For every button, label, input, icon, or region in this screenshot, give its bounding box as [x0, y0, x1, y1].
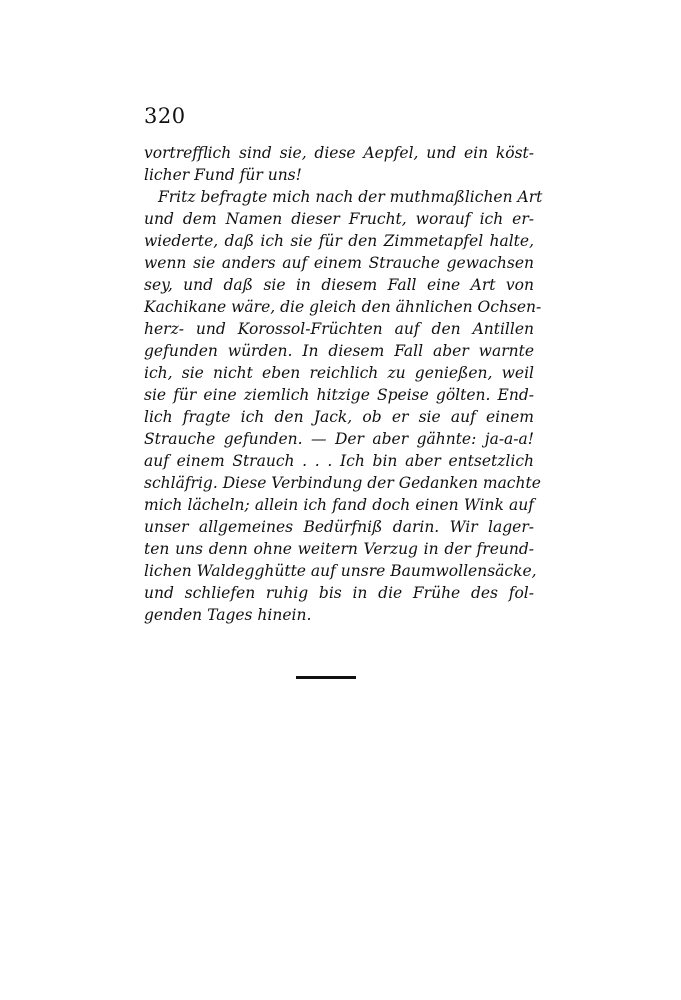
page-number: 320: [144, 104, 186, 128]
body-text: [144, 142, 543, 626]
text-line: mich lächeln; allein ich fand doch einen Wink auf: [144, 496, 534, 514]
text-line: Fritz befragte mich nach der muthmaßlichen Art: [158, 188, 543, 206]
text-line: lich fragte ich den Jack, ob er sie auf einem: [144, 408, 534, 426]
text-line: Strauche gefunden. — Der aber gähnte: ja-a-a!: [144, 430, 534, 448]
text-line: wiederte, daß ich sie für den Zimmetapfel halte,: [144, 232, 534, 250]
text-line: wenn sie anders auf einem Strauche gewachsen: [144, 254, 534, 272]
text-line: sey, und daß sie in diesem Fall eine Art von: [144, 276, 534, 294]
text-line: unser allgemeines Bedürfniß darin. Wir lager-: [144, 518, 534, 536]
text-line: genden Tages hinein.: [144, 606, 312, 624]
text-line: ich, sie nicht eben reichlich zu genießen, weil: [144, 364, 534, 382]
text-line: herz- und Korossol-Früchten auf den Antillen: [144, 320, 534, 338]
end-rule: [296, 676, 356, 679]
text-line: gefunden würden. In diesem Fall aber warnte: [144, 342, 534, 360]
text-line: auf einem Strauch . . . Ich bin aber entsetzlich: [144, 452, 534, 470]
text-line: sie für eine ziemlich hitzige Speise gölten. End-: [144, 386, 534, 404]
text-line: ten uns denn ohne weitern Verzug in der freund-: [144, 540, 534, 558]
text-line: schläfrig. Diese Verbindung der Gedanken machte: [144, 474, 541, 492]
text-line: licher Fund für uns!: [144, 166, 302, 184]
text-line: lichen Waldegghütte auf unsre Baumwollensäcke,: [144, 562, 537, 580]
text-line: und schliefen ruhig bis in die Frühe des fol-: [144, 584, 534, 602]
text-line: vortrefflich sind sie, diese Aepfel, und ein köst-: [144, 144, 534, 162]
text-line: Kachikane wäre, die gleich den ähnlichen Ochsen-: [144, 298, 542, 316]
text-line: und dem Namen dieser Frucht, worauf ich er-: [144, 210, 534, 228]
